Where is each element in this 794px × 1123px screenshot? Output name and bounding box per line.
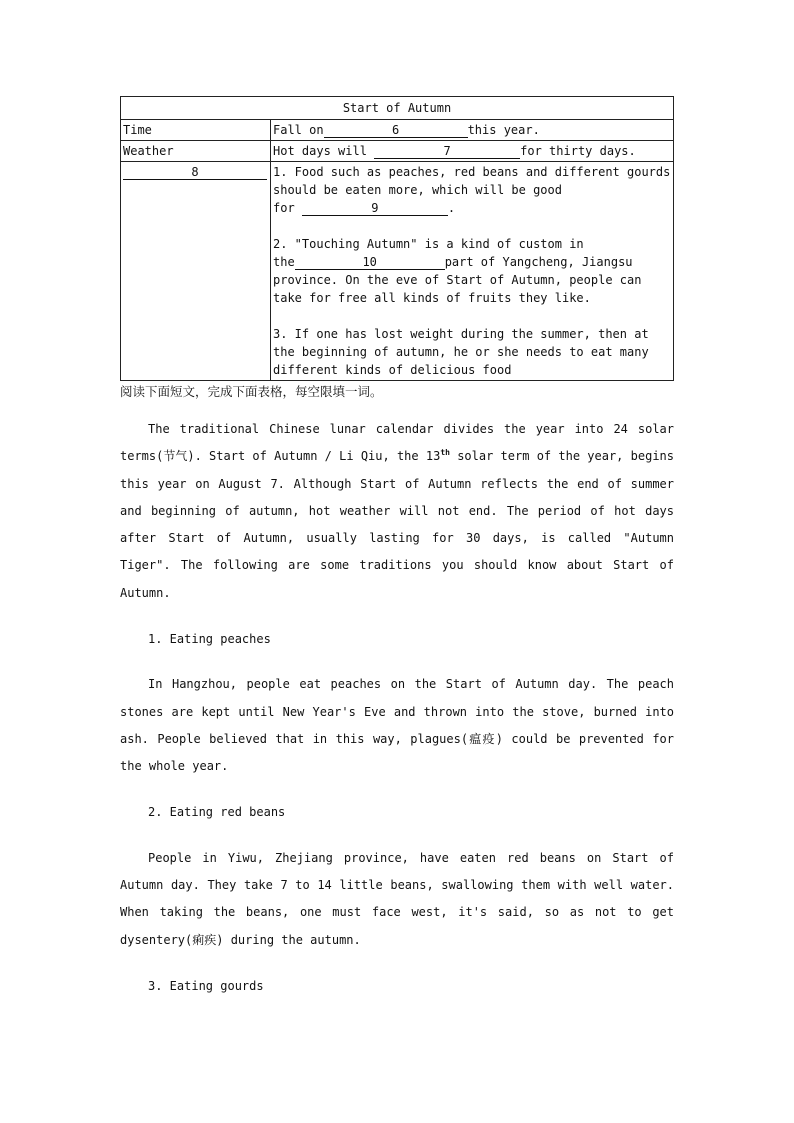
time-suffix: this year. xyxy=(467,123,540,137)
item2-the: the xyxy=(273,255,295,269)
intro-text-a: The traditional Chinese lunar calendar divides the year into 24 solar terms(节气). Start of Autumn / Li Qiu, the 13 xyxy=(120,422,674,464)
item2-cont: province. On the eve of Start of Autumn, people can take for free all kinds of fruits they like. xyxy=(273,273,642,305)
row-label-time: Time xyxy=(121,120,271,141)
table-title-row xyxy=(121,97,674,120)
table-row-customs xyxy=(121,162,674,381)
row-value-time xyxy=(271,120,674,141)
section-heading-peaches: 1. Eating peaches xyxy=(148,631,271,646)
paragraph-peaches: In Hangzhou, people eat peaches on the Start of Autumn day. The peach stones are kept until New Year's Eve and thrown into the stove, burned into ash. People believed that in this way, plagues(瘟疫) could be prevented for the whole year. xyxy=(120,677,674,774)
blank-9[interactable]: 9 xyxy=(302,201,448,216)
section-heading-red-beans: 2. Eating red beans xyxy=(148,805,286,820)
table-row-time xyxy=(121,120,674,141)
blank-7[interactable]: 7 xyxy=(374,144,520,159)
intro-superscript: th xyxy=(440,448,450,458)
row-label-weather: Weather xyxy=(121,141,271,162)
summary-table xyxy=(120,96,674,381)
time-prefix: Fall on xyxy=(273,123,324,137)
item2-start: 2. "Touching Autumn" is a kind of custom in xyxy=(273,237,584,251)
row-value-customs xyxy=(271,162,674,381)
table-row-weather xyxy=(121,141,674,162)
intro-text-b: solar term of the year, begins this year on August 7. Although Start of Autumn reflects the end of summer and beginning of autumn, hot weather will not end. The period of hot days after Start of Autumn, usually lasting for 30 days, is called "Autumn Tiger". The following are some traditions you should know about Start of Autumn. xyxy=(120,449,674,600)
custom-item-1 xyxy=(273,163,671,217)
paragraph-red-beans: People in Yiwu, Zhejiang province, have eaten red beans on Start of Autumn day. They take 7 to 14 little beans, swallowing them with well water. When taking the beans, one must face west, it's said, so as not to get dysentery(痢疾) during the autumn. xyxy=(120,850,674,947)
paragraph-intro xyxy=(120,416,674,607)
weather-suffix: for thirty days. xyxy=(520,144,636,158)
instruction-text: 阅读下面短文，完成下面表格，每空限填一词。 xyxy=(120,384,383,399)
custom-item-2 xyxy=(273,235,671,307)
blank-8[interactable]: 8 xyxy=(123,165,267,180)
row-value-weather xyxy=(271,141,674,162)
item2-rest: part of Yangcheng, Jiangsu xyxy=(444,255,633,269)
blank-6[interactable]: 6 xyxy=(324,123,468,138)
blank-10[interactable]: 10 xyxy=(295,255,445,270)
table-title: Start of Autumn xyxy=(121,97,674,120)
article-body xyxy=(120,416,674,1000)
section-heading-gourds: 3. Eating gourds xyxy=(148,978,264,993)
weather-prefix: Hot days will xyxy=(273,144,375,158)
item1-end: . xyxy=(447,201,456,215)
item1-for: for xyxy=(273,201,302,215)
item1-text: 1. Food such as peaches, red beans and different gourds should be eaten more, which will be good xyxy=(273,165,671,197)
row-label-customs xyxy=(121,162,271,381)
custom-item-3: 3. If one has lost weight during the summer, then at the beginning of autumn, he or she needs to eat many different kinds of delicious food xyxy=(273,327,649,377)
